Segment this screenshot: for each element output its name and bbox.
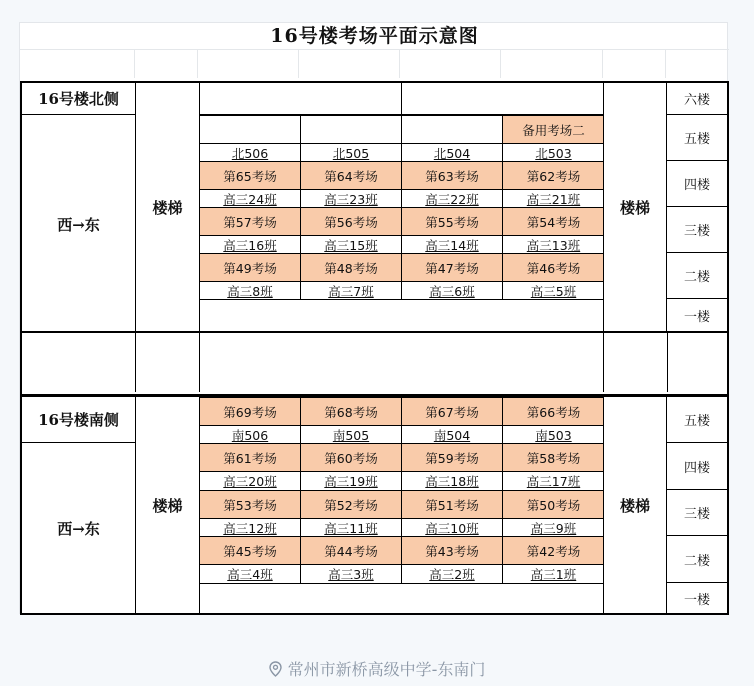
north-exam-cell: 第62考场: [502, 161, 604, 189]
north-floor-5: 五楼: [667, 115, 727, 161]
south-exam-cell: 第59考场: [401, 443, 502, 471]
north-stairs-right: 楼梯: [603, 83, 667, 331]
south-floor-3: 三楼: [667, 490, 727, 536]
north-first-floor-corridor: [199, 299, 603, 331]
south-exam-cell: 第61考场: [199, 443, 300, 471]
south-room-cell: 高三10班: [401, 518, 502, 536]
north-room-cell: 高三6班: [401, 281, 502, 299]
south-exam-cell: 第45考场: [199, 536, 300, 564]
north-room-cell: 高三22班: [401, 189, 502, 207]
south-exam-cell: 第68考场: [300, 397, 401, 425]
south-stairs-right: 楼梯: [603, 397, 667, 613]
north-room-cell: 高三7班: [300, 281, 401, 299]
north-room-cell: 高三14班: [401, 235, 502, 253]
north-exam-cell: 第47考场: [401, 253, 502, 281]
south-room-cell: 高三20班: [199, 471, 300, 490]
south-exam-cell: 第42考场: [502, 536, 604, 564]
courtyard-gap-row: [20, 331, 729, 396]
north-exam-cell: 第55考场: [401, 207, 502, 235]
north-sixth-floor-east: [401, 83, 603, 115]
north-sixth-floor-west: [199, 83, 401, 115]
blank-grid-row: [20, 49, 729, 78]
gap-cell: [604, 331, 668, 392]
south-floor-1: 一楼: [683, 592, 710, 608]
south-room-cell: 高三12班: [199, 518, 300, 536]
south-room-cell: 高三18班: [401, 471, 502, 490]
south-floor-2: 二楼: [667, 536, 727, 583]
north-room-cell: 高三16班: [199, 235, 300, 253]
gap-cell: [200, 331, 604, 392]
north-exam-cell: 第49考场: [199, 253, 300, 281]
south-exam-cell: 第69考场: [199, 397, 300, 425]
north-building-block: [20, 81, 729, 333]
north-exam-cell: 第54考场: [502, 207, 604, 235]
south-room-cell: 南505: [300, 425, 401, 443]
south-stairs-left: 楼梯: [135, 397, 199, 613]
north-room-cell: 高三5班: [502, 281, 604, 299]
north-room-cell: 北503: [502, 143, 604, 161]
south-room-cell: 高三11班: [300, 518, 401, 536]
location-pin-icon: [269, 661, 282, 681]
south-exam-cell: 第51考场: [401, 490, 502, 518]
south-room-cell: 高三9班: [502, 518, 604, 536]
north-direction-label: 西→东: [57, 215, 100, 234]
page-title: 16号楼考场平面示意图: [270, 25, 479, 47]
north-exam-cell: [300, 115, 401, 143]
south-room-cell: 高三17班: [502, 471, 604, 490]
south-first-floor-corridor: [199, 583, 603, 613]
north-exam-cell: [199, 115, 300, 143]
south-room-cell: 南504: [401, 425, 502, 443]
north-exam-cell: [401, 115, 502, 143]
location-footer[interactable]: [0, 657, 754, 681]
north-room-cell: 高三15班: [300, 235, 401, 253]
south-exam-cell: 第66考场: [502, 397, 604, 425]
south-room-cell: 南503: [502, 425, 604, 443]
north-room-cell: 高三21班: [502, 189, 604, 207]
north-exam-cell: 第57考场: [199, 207, 300, 235]
south-exam-cell: 第58考场: [502, 443, 604, 471]
north-exam-cell: 第46考场: [502, 253, 604, 281]
south-room-cell: 高三19班: [300, 471, 401, 490]
gap-cell: [136, 331, 200, 392]
north-exam-cell: 备用考场二: [502, 115, 604, 143]
south-floor-5: 五楼: [667, 397, 727, 443]
south-exam-cell: 第67考场: [401, 397, 502, 425]
south-exam-cell: 第50考场: [502, 490, 604, 518]
south-room-cell: 高三2班: [401, 564, 502, 583]
north-floor-6: 六楼: [667, 83, 727, 115]
north-floor-2: 二楼: [667, 253, 727, 299]
south-exam-cell: 第43考场: [401, 536, 502, 564]
north-room-cell: 北504: [401, 143, 502, 161]
south-exam-cell: 第52考场: [300, 490, 401, 518]
south-side-label: 16号楼南侧: [22, 397, 135, 443]
north-exam-cell: 第63考场: [401, 161, 502, 189]
north-floor-1: 一楼: [683, 309, 710, 325]
north-room-cell: 高三23班: [300, 189, 401, 207]
north-floor-3: 三楼: [667, 207, 727, 253]
gap-cell: [22, 331, 136, 392]
north-room-cell: 北505: [300, 143, 401, 161]
north-room-cell: 高三13班: [502, 235, 604, 253]
footer-location-text: 常州市新桥高级中学-东南门: [287, 660, 486, 679]
north-exam-cell: 第64考场: [300, 161, 401, 189]
north-exam-cell: 第65考场: [199, 161, 300, 189]
north-room-cell: 北506: [199, 143, 300, 161]
north-room-cell: 高三24班: [199, 189, 300, 207]
south-room-cell: 高三3班: [300, 564, 401, 583]
north-room-cell: 高三8班: [199, 281, 300, 299]
south-exam-cell: 第60考场: [300, 443, 401, 471]
south-building-block: [20, 395, 729, 615]
south-room-cell: 高三1班: [502, 564, 604, 583]
floor-plan-sheet: [19, 22, 728, 614]
south-floor-4: 四楼: [667, 443, 727, 490]
north-exam-cell: 第56考场: [300, 207, 401, 235]
north-stairs-left: 楼梯: [135, 83, 199, 331]
north-exam-cell: 第48考场: [300, 253, 401, 281]
south-room-cell: 南506: [199, 425, 300, 443]
south-exam-cell: 第53考场: [199, 490, 300, 518]
north-floor-4: 四楼: [667, 161, 727, 207]
south-exam-cell: 第44考场: [300, 536, 401, 564]
north-side-label: 16号楼北侧: [22, 83, 135, 115]
south-direction-label: 西→东: [57, 519, 100, 538]
south-room-cell: 高三4班: [199, 564, 300, 583]
